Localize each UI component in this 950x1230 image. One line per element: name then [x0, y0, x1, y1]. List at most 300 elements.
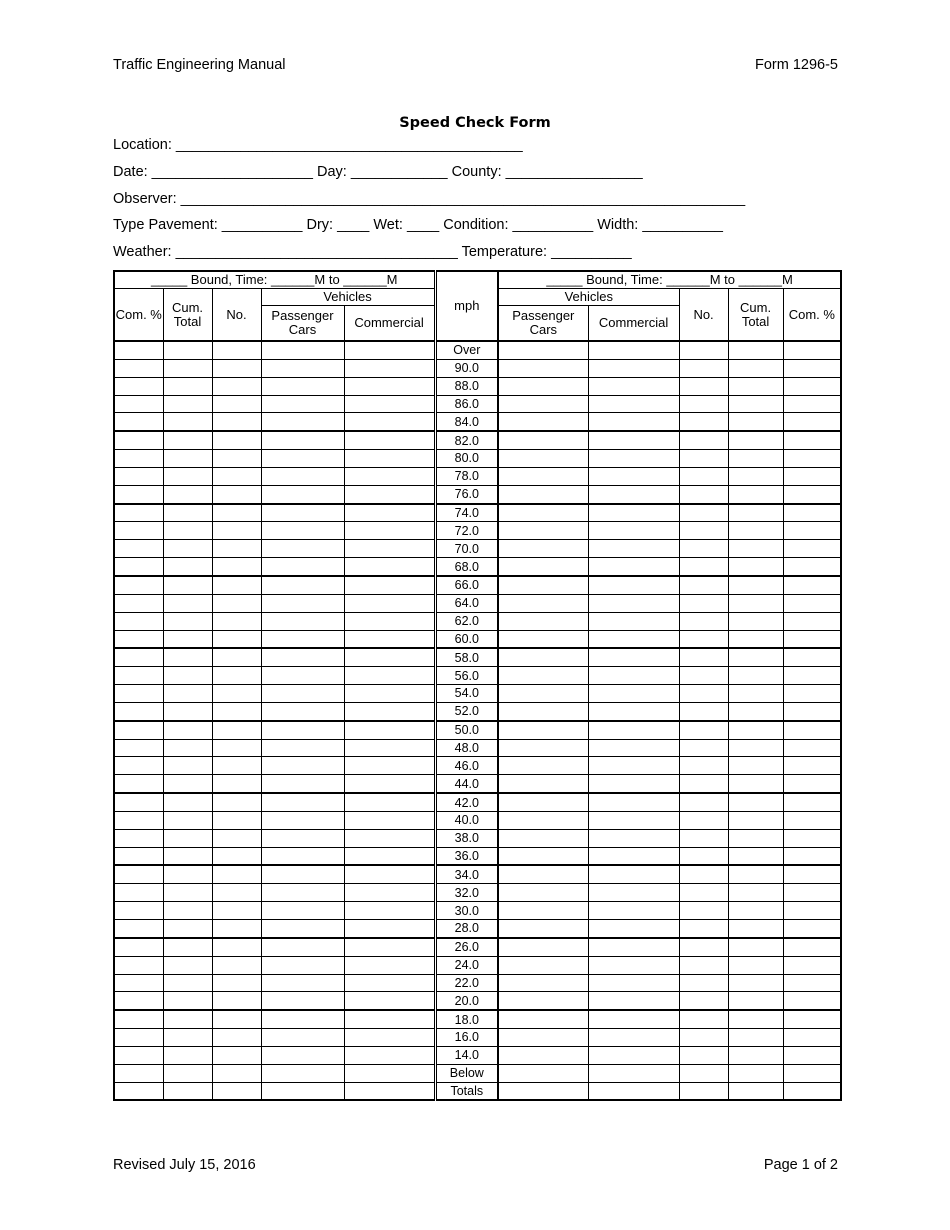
left-com-pct-cell[interactable] [114, 811, 163, 829]
right-passenger-cars-cell[interactable] [498, 757, 588, 775]
right-cum-total-cell[interactable] [728, 847, 783, 865]
right-no-cell[interactable] [679, 576, 728, 594]
left-cum-total-cell[interactable] [163, 467, 212, 485]
left-commercial-cell[interactable] [344, 431, 435, 449]
right-passenger-cars-cell[interactable] [498, 630, 588, 648]
right-passenger-cars-cell[interactable] [498, 685, 588, 703]
right-passenger-cars-cell[interactable] [498, 884, 588, 902]
left-cum-total-cell[interactable] [163, 757, 212, 775]
left-passenger-cars-cell[interactable] [261, 757, 344, 775]
left-passenger-cars-cell[interactable] [261, 431, 344, 449]
left-cum-total-cell[interactable] [163, 1082, 212, 1100]
right-com-pct-cell[interactable] [783, 884, 841, 902]
left-no-cell[interactable] [212, 721, 261, 739]
left-commercial-cell[interactable] [344, 1082, 435, 1100]
right-commercial-cell[interactable] [588, 485, 679, 503]
right-commercial-cell[interactable] [588, 721, 679, 739]
left-passenger-cars-cell[interactable] [261, 956, 344, 974]
left-passenger-cars-cell[interactable] [261, 450, 344, 468]
left-cum-total-cell[interactable] [163, 775, 212, 793]
left-cum-total-cell[interactable] [163, 504, 212, 522]
right-no-cell[interactable] [679, 847, 728, 865]
left-no-cell[interactable] [212, 1064, 261, 1082]
right-passenger-cars-cell[interactable] [498, 377, 588, 395]
left-passenger-cars-cell[interactable] [261, 811, 344, 829]
right-com-pct-cell[interactable] [783, 902, 841, 920]
right-commercial-cell[interactable] [588, 395, 679, 413]
left-commercial-cell[interactable] [344, 630, 435, 648]
left-commercial-cell[interactable] [344, 341, 435, 359]
left-com-pct-cell[interactable] [114, 341, 163, 359]
right-commercial-cell[interactable] [588, 576, 679, 594]
left-com-pct-cell[interactable] [114, 522, 163, 540]
left-commercial-cell[interactable] [344, 956, 435, 974]
left-commercial-cell[interactable] [344, 540, 435, 558]
right-cum-total-cell[interactable] [728, 558, 783, 576]
right-passenger-cars-cell[interactable] [498, 612, 588, 630]
left-passenger-cars-cell[interactable] [261, 1082, 344, 1100]
left-no-cell[interactable] [212, 576, 261, 594]
left-passenger-cars-cell[interactable] [261, 847, 344, 865]
right-com-pct-cell[interactable] [783, 667, 841, 685]
left-passenger-cars-cell[interactable] [261, 920, 344, 938]
left-commercial-cell[interactable] [344, 467, 435, 485]
left-com-pct-cell[interactable] [114, 992, 163, 1010]
right-cum-total-cell[interactable] [728, 685, 783, 703]
right-com-pct-cell[interactable] [783, 992, 841, 1010]
right-no-cell[interactable] [679, 485, 728, 503]
left-commercial-cell[interactable] [344, 1064, 435, 1082]
left-cum-total-cell[interactable] [163, 902, 212, 920]
left-com-pct-cell[interactable] [114, 793, 163, 811]
left-com-pct-cell[interactable] [114, 865, 163, 883]
right-passenger-cars-cell[interactable] [498, 395, 588, 413]
left-commercial-cell[interactable] [344, 485, 435, 503]
left-no-cell[interactable] [212, 793, 261, 811]
right-cum-total-cell[interactable] [728, 667, 783, 685]
left-com-pct-cell[interactable] [114, 685, 163, 703]
left-passenger-cars-cell[interactable] [261, 974, 344, 992]
right-passenger-cars-cell[interactable] [498, 413, 588, 431]
left-com-pct-cell[interactable] [114, 431, 163, 449]
right-com-pct-cell[interactable] [783, 721, 841, 739]
right-passenger-cars-cell[interactable] [498, 775, 588, 793]
right-passenger-cars-cell[interactable] [498, 956, 588, 974]
right-cum-total-cell[interactable] [728, 359, 783, 377]
left-commercial-cell[interactable] [344, 721, 435, 739]
right-passenger-cars-cell[interactable] [498, 594, 588, 612]
right-no-cell[interactable] [679, 884, 728, 902]
left-no-cell[interactable] [212, 648, 261, 666]
left-com-pct-cell[interactable] [114, 1046, 163, 1064]
left-cum-total-cell[interactable] [163, 630, 212, 648]
right-passenger-cars-cell[interactable] [498, 721, 588, 739]
left-com-pct-cell[interactable] [114, 775, 163, 793]
right-commercial-cell[interactable] [588, 467, 679, 485]
right-com-pct-cell[interactable] [783, 576, 841, 594]
left-passenger-cars-cell[interactable] [261, 359, 344, 377]
right-com-pct-cell[interactable] [783, 739, 841, 757]
right-no-cell[interactable] [679, 739, 728, 757]
left-cum-total-cell[interactable] [163, 974, 212, 992]
right-no-cell[interactable] [679, 956, 728, 974]
left-passenger-cars-cell[interactable] [261, 1010, 344, 1028]
left-commercial-cell[interactable] [344, 775, 435, 793]
left-com-pct-cell[interactable] [114, 739, 163, 757]
left-commercial-cell[interactable] [344, 1010, 435, 1028]
right-passenger-cars-cell[interactable] [498, 648, 588, 666]
left-passenger-cars-cell[interactable] [261, 540, 344, 558]
right-no-cell[interactable] [679, 467, 728, 485]
left-no-cell[interactable] [212, 1046, 261, 1064]
left-commercial-cell[interactable] [344, 757, 435, 775]
right-com-pct-cell[interactable] [783, 865, 841, 883]
right-cum-total-cell[interactable] [728, 485, 783, 503]
right-passenger-cars-cell[interactable] [498, 847, 588, 865]
right-passenger-cars-cell[interactable] [498, 558, 588, 576]
right-no-cell[interactable] [679, 920, 728, 938]
right-com-pct-cell[interactable] [783, 467, 841, 485]
right-no-cell[interactable] [679, 1064, 728, 1082]
right-com-pct-cell[interactable] [783, 757, 841, 775]
left-no-cell[interactable] [212, 884, 261, 902]
left-commercial-cell[interactable] [344, 413, 435, 431]
left-passenger-cars-cell[interactable] [261, 685, 344, 703]
right-cum-total-cell[interactable] [728, 431, 783, 449]
left-no-cell[interactable] [212, 956, 261, 974]
right-com-pct-cell[interactable] [783, 1046, 841, 1064]
left-no-cell[interactable] [212, 413, 261, 431]
right-commercial-cell[interactable] [588, 1064, 679, 1082]
right-commercial-cell[interactable] [588, 811, 679, 829]
left-passenger-cars-cell[interactable] [261, 485, 344, 503]
left-passenger-cars-cell[interactable] [261, 775, 344, 793]
left-com-pct-cell[interactable] [114, 902, 163, 920]
right-no-cell[interactable] [679, 902, 728, 920]
left-commercial-cell[interactable] [344, 685, 435, 703]
right-commercial-cell[interactable] [588, 757, 679, 775]
left-com-pct-cell[interactable] [114, 612, 163, 630]
left-com-pct-cell[interactable] [114, 884, 163, 902]
right-commercial-cell[interactable] [588, 667, 679, 685]
left-no-cell[interactable] [212, 431, 261, 449]
right-cum-total-cell[interactable] [728, 721, 783, 739]
right-no-cell[interactable] [679, 413, 728, 431]
left-passenger-cars-cell[interactable] [261, 992, 344, 1010]
right-no-cell[interactable] [679, 359, 728, 377]
left-com-pct-cell[interactable] [114, 540, 163, 558]
right-passenger-cars-cell[interactable] [498, 865, 588, 883]
left-com-pct-cell[interactable] [114, 1082, 163, 1100]
right-com-pct-cell[interactable] [783, 377, 841, 395]
right-no-cell[interactable] [679, 775, 728, 793]
right-commercial-cell[interactable] [588, 540, 679, 558]
right-no-cell[interactable] [679, 395, 728, 413]
right-com-pct-cell[interactable] [783, 829, 841, 847]
left-no-cell[interactable] [212, 811, 261, 829]
left-cum-total-cell[interactable] [163, 377, 212, 395]
right-commercial-cell[interactable] [588, 793, 679, 811]
left-cum-total-cell[interactable] [163, 485, 212, 503]
right-com-pct-cell[interactable] [783, 793, 841, 811]
right-cum-total-cell[interactable] [728, 467, 783, 485]
right-commercial-cell[interactable] [588, 431, 679, 449]
left-commercial-cell[interactable] [344, 377, 435, 395]
right-no-cell[interactable] [679, 992, 728, 1010]
right-no-cell[interactable] [679, 612, 728, 630]
right-com-pct-cell[interactable] [783, 450, 841, 468]
left-commercial-cell[interactable] [344, 1029, 435, 1047]
right-cum-total-cell[interactable] [728, 956, 783, 974]
left-com-pct-cell[interactable] [114, 648, 163, 666]
left-passenger-cars-cell[interactable] [261, 341, 344, 359]
right-com-pct-cell[interactable] [783, 1029, 841, 1047]
right-commercial-cell[interactable] [588, 359, 679, 377]
left-passenger-cars-cell[interactable] [261, 522, 344, 540]
right-passenger-cars-cell[interactable] [498, 667, 588, 685]
left-commercial-cell[interactable] [344, 992, 435, 1010]
right-commercial-cell[interactable] [588, 612, 679, 630]
left-commercial-cell[interactable] [344, 920, 435, 938]
left-no-cell[interactable] [212, 739, 261, 757]
right-com-pct-cell[interactable] [783, 974, 841, 992]
right-cum-total-cell[interactable] [728, 413, 783, 431]
left-com-pct-cell[interactable] [114, 504, 163, 522]
left-passenger-cars-cell[interactable] [261, 829, 344, 847]
right-cum-total-cell[interactable] [728, 1046, 783, 1064]
left-com-pct-cell[interactable] [114, 1064, 163, 1082]
right-commercial-cell[interactable] [588, 558, 679, 576]
right-cum-total-cell[interactable] [728, 829, 783, 847]
right-cum-total-cell[interactable] [728, 702, 783, 720]
left-cum-total-cell[interactable] [163, 721, 212, 739]
right-passenger-cars-cell[interactable] [498, 1029, 588, 1047]
location-field[interactable]: Location: ___________________________________________ [113, 137, 523, 153]
left-com-pct-cell[interactable] [114, 485, 163, 503]
left-cum-total-cell[interactable] [163, 1010, 212, 1028]
right-com-pct-cell[interactable] [783, 938, 841, 956]
right-commercial-cell[interactable] [588, 1010, 679, 1028]
left-no-cell[interactable] [212, 540, 261, 558]
left-com-pct-cell[interactable] [114, 576, 163, 594]
right-passenger-cars-cell[interactable] [498, 974, 588, 992]
left-cum-total-cell[interactable] [163, 739, 212, 757]
left-no-cell[interactable] [212, 992, 261, 1010]
left-no-cell[interactable] [212, 920, 261, 938]
right-passenger-cars-cell[interactable] [498, 359, 588, 377]
right-cum-total-cell[interactable] [728, 450, 783, 468]
right-cum-total-cell[interactable] [728, 612, 783, 630]
right-passenger-cars-cell[interactable] [498, 992, 588, 1010]
left-no-cell[interactable] [212, 829, 261, 847]
left-passenger-cars-cell[interactable] [261, 1046, 344, 1064]
left-commercial-cell[interactable] [344, 359, 435, 377]
left-cum-total-cell[interactable] [163, 920, 212, 938]
left-commercial-cell[interactable] [344, 884, 435, 902]
left-no-cell[interactable] [212, 667, 261, 685]
right-com-pct-cell[interactable] [783, 847, 841, 865]
right-passenger-cars-cell[interactable] [498, 576, 588, 594]
left-com-pct-cell[interactable] [114, 938, 163, 956]
right-com-pct-cell[interactable] [783, 594, 841, 612]
left-no-cell[interactable] [212, 395, 261, 413]
right-no-cell[interactable] [679, 1010, 728, 1028]
right-commercial-cell[interactable] [588, 992, 679, 1010]
left-no-cell[interactable] [212, 685, 261, 703]
right-passenger-cars-cell[interactable] [498, 793, 588, 811]
right-com-pct-cell[interactable] [783, 504, 841, 522]
left-no-cell[interactable] [212, 974, 261, 992]
right-cum-total-cell[interactable] [728, 630, 783, 648]
right-cum-total-cell[interactable] [728, 775, 783, 793]
right-no-cell[interactable] [679, 1082, 728, 1100]
right-com-pct-cell[interactable] [783, 775, 841, 793]
left-com-pct-cell[interactable] [114, 974, 163, 992]
left-no-cell[interactable] [212, 612, 261, 630]
left-passenger-cars-cell[interactable] [261, 558, 344, 576]
left-cum-total-cell[interactable] [163, 938, 212, 956]
right-commercial-cell[interactable] [588, 902, 679, 920]
right-commercial-cell[interactable] [588, 865, 679, 883]
right-passenger-cars-cell[interactable] [498, 829, 588, 847]
left-commercial-cell[interactable] [344, 648, 435, 666]
left-com-pct-cell[interactable] [114, 467, 163, 485]
left-cum-total-cell[interactable] [163, 1029, 212, 1047]
pavement-conditions-field[interactable]: Type Pavement: __________ Dry: ____ Wet: ____ Condition: __________ Width: __________ [113, 217, 723, 233]
left-com-pct-cell[interactable] [114, 413, 163, 431]
right-com-pct-cell[interactable] [783, 630, 841, 648]
left-passenger-cars-cell[interactable] [261, 504, 344, 522]
weather-temperature-field[interactable]: Weather: ___________________________________ Temperature: __________ [113, 244, 632, 260]
left-cum-total-cell[interactable] [163, 667, 212, 685]
left-passenger-cars-cell[interactable] [261, 902, 344, 920]
left-no-cell[interactable] [212, 865, 261, 883]
left-cum-total-cell[interactable] [163, 829, 212, 847]
left-no-cell[interactable] [212, 902, 261, 920]
right-com-pct-cell[interactable] [783, 920, 841, 938]
right-no-cell[interactable] [679, 431, 728, 449]
right-com-pct-cell[interactable] [783, 540, 841, 558]
left-no-cell[interactable] [212, 757, 261, 775]
left-passenger-cars-cell[interactable] [261, 612, 344, 630]
left-com-pct-cell[interactable] [114, 667, 163, 685]
left-cum-total-cell[interactable] [163, 1046, 212, 1064]
right-commercial-cell[interactable] [588, 956, 679, 974]
left-passenger-cars-cell[interactable] [261, 702, 344, 720]
right-passenger-cars-cell[interactable] [498, 920, 588, 938]
right-no-cell[interactable] [679, 540, 728, 558]
left-commercial-cell[interactable] [344, 829, 435, 847]
right-no-cell[interactable] [679, 504, 728, 522]
left-com-pct-cell[interactable] [114, 395, 163, 413]
left-cum-total-cell[interactable] [163, 884, 212, 902]
right-com-pct-cell[interactable] [783, 395, 841, 413]
right-commercial-cell[interactable] [588, 648, 679, 666]
right-commercial-cell[interactable] [588, 829, 679, 847]
left-passenger-cars-cell[interactable] [261, 648, 344, 666]
left-no-cell[interactable] [212, 775, 261, 793]
left-cum-total-cell[interactable] [163, 395, 212, 413]
right-com-pct-cell[interactable] [783, 431, 841, 449]
right-commercial-cell[interactable] [588, 775, 679, 793]
left-passenger-cars-cell[interactable] [261, 576, 344, 594]
left-no-cell[interactable] [212, 938, 261, 956]
left-cum-total-cell[interactable] [163, 431, 212, 449]
right-commercial-cell[interactable] [588, 1046, 679, 1064]
right-com-pct-cell[interactable] [783, 702, 841, 720]
right-passenger-cars-cell[interactable] [498, 431, 588, 449]
right-cum-total-cell[interactable] [728, 341, 783, 359]
left-cum-total-cell[interactable] [163, 648, 212, 666]
right-passenger-cars-cell[interactable] [498, 811, 588, 829]
right-commercial-cell[interactable] [588, 739, 679, 757]
left-commercial-cell[interactable] [344, 1046, 435, 1064]
right-passenger-cars-cell[interactable] [498, 540, 588, 558]
left-cum-total-cell[interactable] [163, 576, 212, 594]
right-com-pct-cell[interactable] [783, 956, 841, 974]
left-com-pct-cell[interactable] [114, 594, 163, 612]
left-no-cell[interactable] [212, 341, 261, 359]
right-cum-total-cell[interactable] [728, 395, 783, 413]
right-com-pct-cell[interactable] [783, 485, 841, 503]
left-cum-total-cell[interactable] [163, 956, 212, 974]
right-com-pct-cell[interactable] [783, 1082, 841, 1100]
right-no-cell[interactable] [679, 667, 728, 685]
left-cum-total-cell[interactable] [163, 359, 212, 377]
right-cum-total-cell[interactable] [728, 757, 783, 775]
right-no-cell[interactable] [679, 811, 728, 829]
left-cum-total-cell[interactable] [163, 612, 212, 630]
right-cum-total-cell[interactable] [728, 1064, 783, 1082]
date-day-county-field[interactable]: Date: ____________________ Day: ____________ County: _________________ [113, 164, 643, 180]
left-passenger-cars-cell[interactable] [261, 1064, 344, 1082]
right-passenger-cars-cell[interactable] [498, 522, 588, 540]
right-commercial-cell[interactable] [588, 413, 679, 431]
left-commercial-cell[interactable] [344, 612, 435, 630]
left-no-cell[interactable] [212, 558, 261, 576]
left-commercial-cell[interactable] [344, 847, 435, 865]
left-passenger-cars-cell[interactable] [261, 793, 344, 811]
left-cum-total-cell[interactable] [163, 594, 212, 612]
left-cum-total-cell[interactable] [163, 847, 212, 865]
left-no-cell[interactable] [212, 359, 261, 377]
right-passenger-cars-cell[interactable] [498, 702, 588, 720]
left-no-cell[interactable] [212, 1029, 261, 1047]
right-com-pct-cell[interactable] [783, 1064, 841, 1082]
right-passenger-cars-cell[interactable] [498, 1064, 588, 1082]
left-passenger-cars-cell[interactable] [261, 594, 344, 612]
left-commercial-cell[interactable] [344, 811, 435, 829]
right-commercial-cell[interactable] [588, 522, 679, 540]
right-no-cell[interactable] [679, 450, 728, 468]
right-commercial-cell[interactable] [588, 1082, 679, 1100]
right-commercial-cell[interactable] [588, 685, 679, 703]
left-cum-total-cell[interactable] [163, 522, 212, 540]
right-cum-total-cell[interactable] [728, 793, 783, 811]
left-cum-total-cell[interactable] [163, 341, 212, 359]
right-no-cell[interactable] [679, 341, 728, 359]
left-passenger-cars-cell[interactable] [261, 884, 344, 902]
right-passenger-cars-cell[interactable] [498, 504, 588, 522]
right-cum-total-cell[interactable] [728, 594, 783, 612]
right-commercial-cell[interactable] [588, 341, 679, 359]
right-cum-total-cell[interactable] [728, 811, 783, 829]
right-cum-total-cell[interactable] [728, 865, 783, 883]
left-bound-time[interactable]: _____ Bound, Time: ______M to ______M [114, 271, 435, 289]
right-cum-total-cell[interactable] [728, 992, 783, 1010]
right-no-cell[interactable] [679, 721, 728, 739]
left-passenger-cars-cell[interactable] [261, 938, 344, 956]
